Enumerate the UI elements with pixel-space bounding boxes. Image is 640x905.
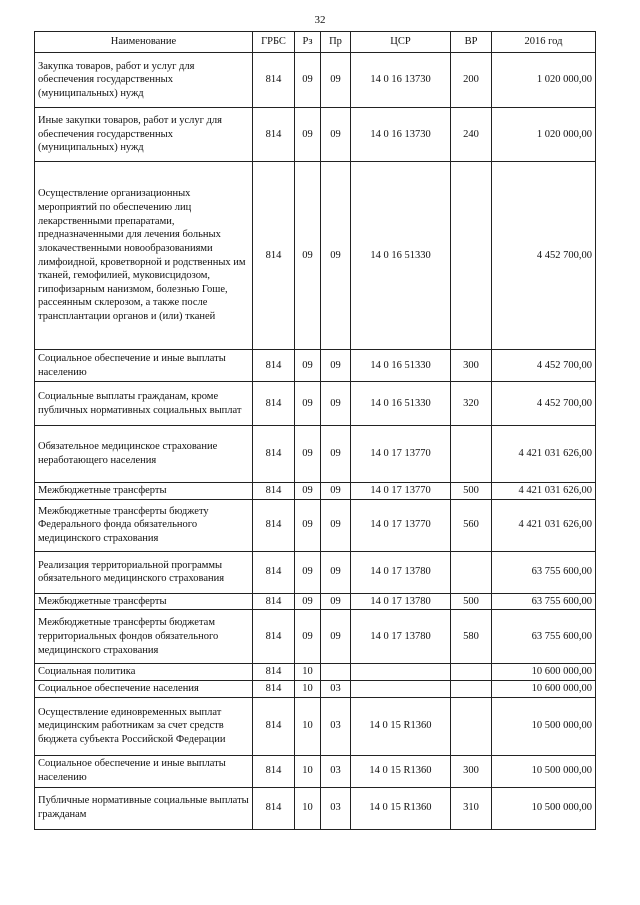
header-csr: ЦСР xyxy=(351,32,451,53)
cell-grbs: 814 xyxy=(253,350,295,382)
cell-amount: 63 755 600,00 xyxy=(492,551,596,593)
cell-csr xyxy=(351,680,451,697)
cell-amount: 10 600 000,00 xyxy=(492,680,596,697)
cell-pr: 03 xyxy=(321,697,351,755)
cell-grbs: 814 xyxy=(253,483,295,500)
cell-rz: 09 xyxy=(295,108,321,162)
table-row xyxy=(35,680,596,697)
cell-pr: 09 xyxy=(321,53,351,108)
cell-pr: 09 xyxy=(321,108,351,162)
header-rz: Рз xyxy=(295,32,321,53)
cell-name: Иные закупки товаров, работ и услуг для обеспечения государственных (муниципальных) нужд xyxy=(35,108,253,162)
cell-pr: 03 xyxy=(321,755,351,787)
cell-rz: 09 xyxy=(295,426,321,483)
cell-rz: 09 xyxy=(295,610,321,664)
cell-amount: 4 421 031 626,00 xyxy=(492,426,596,483)
cell-name: Осуществление организационных мероприятий по обеспечению лиц лекарственными препаратами, предназначенными для лечения больных злокачественными новообразованиями лимфоидной, кроветворной и родственных им тканей, гемофилией, муковисцидозом, гипофизарным нанизмом, болезнью Гоше, рассеянным склерозом, а также после трансплантации органов и (или) тканей xyxy=(35,162,253,350)
cell-grbs: 814 xyxy=(253,697,295,755)
table-row xyxy=(35,697,596,755)
cell-amount: 4 452 700,00 xyxy=(492,162,596,350)
cell-csr: 14 0 16 51330 xyxy=(351,382,451,426)
cell-vr: 560 xyxy=(451,499,492,551)
cell-name: Реализация территориальной программы обязательного медицинского страхования xyxy=(35,551,253,593)
table-row xyxy=(35,382,596,426)
cell-rz: 10 xyxy=(295,664,321,681)
table-row xyxy=(35,350,596,382)
table-header-row xyxy=(35,32,596,53)
cell-csr: 14 0 15 R1360 xyxy=(351,755,451,787)
cell-name: Межбюджетные трансферты бюджету Федерального фонда обязательного медицинского страхования xyxy=(35,499,253,551)
cell-csr: 14 0 17 13770 xyxy=(351,483,451,500)
cell-amount: 4 421 031 626,00 xyxy=(492,499,596,551)
table-row xyxy=(35,610,596,664)
cell-name: Осуществление единовременных выплат медицинским работникам за счет средств бюджета субъекта Российской Федерации xyxy=(35,697,253,755)
cell-grbs: 814 xyxy=(253,593,295,610)
cell-csr: 14 0 17 13770 xyxy=(351,426,451,483)
cell-pr: 09 xyxy=(321,350,351,382)
budget-table xyxy=(34,31,596,830)
cell-vr xyxy=(451,426,492,483)
cell-csr: 14 0 15 R1360 xyxy=(351,787,451,829)
cell-grbs: 814 xyxy=(253,426,295,483)
cell-amount: 10 500 000,00 xyxy=(492,697,596,755)
cell-amount: 1 020 000,00 xyxy=(492,53,596,108)
cell-amount: 63 755 600,00 xyxy=(492,593,596,610)
cell-amount: 4 421 031 626,00 xyxy=(492,483,596,500)
cell-csr xyxy=(351,664,451,681)
cell-amount: 10 600 000,00 xyxy=(492,664,596,681)
cell-name: Публичные нормативные социальные выплаты гражданам xyxy=(35,787,253,829)
cell-csr: 14 0 15 R1360 xyxy=(351,697,451,755)
header-year: 2016 год xyxy=(492,32,596,53)
cell-pr: 09 xyxy=(321,610,351,664)
cell-csr: 14 0 16 51330 xyxy=(351,350,451,382)
table-row xyxy=(35,787,596,829)
table-row xyxy=(35,664,596,681)
cell-csr: 14 0 17 13780 xyxy=(351,551,451,593)
cell-grbs: 814 xyxy=(253,551,295,593)
cell-rz: 10 xyxy=(295,697,321,755)
cell-name: Межбюджетные трансферты бюджетам территориальных фондов обязательного медицинского страхования xyxy=(35,610,253,664)
table-row xyxy=(35,108,596,162)
table-row xyxy=(35,162,596,350)
cell-name: Социальные выплаты гражданам, кроме публичных нормативных социальных выплат xyxy=(35,382,253,426)
cell-rz: 10 xyxy=(295,680,321,697)
cell-rz: 09 xyxy=(295,382,321,426)
cell-amount: 63 755 600,00 xyxy=(492,610,596,664)
cell-grbs: 814 xyxy=(253,787,295,829)
cell-pr: 09 xyxy=(321,483,351,500)
cell-rz: 10 xyxy=(295,755,321,787)
cell-amount: 4 452 700,00 xyxy=(492,382,596,426)
cell-csr: 14 0 16 13730 xyxy=(351,108,451,162)
cell-csr: 14 0 17 13770 xyxy=(351,499,451,551)
cell-name: Закупка товаров, работ и услуг для обеспечения государственных (муниципальных) нужд xyxy=(35,53,253,108)
cell-rz: 09 xyxy=(295,551,321,593)
cell-vr: 500 xyxy=(451,483,492,500)
cell-csr: 14 0 17 13780 xyxy=(351,593,451,610)
header-name: Наименование xyxy=(35,32,253,53)
cell-vr: 300 xyxy=(451,350,492,382)
cell-grbs: 814 xyxy=(253,382,295,426)
cell-grbs: 814 xyxy=(253,610,295,664)
cell-pr: 09 xyxy=(321,593,351,610)
cell-pr: 09 xyxy=(321,382,351,426)
cell-rz: 09 xyxy=(295,162,321,350)
cell-pr: 03 xyxy=(321,680,351,697)
cell-vr xyxy=(451,664,492,681)
cell-grbs: 814 xyxy=(253,755,295,787)
cell-vr: 240 xyxy=(451,108,492,162)
cell-grbs: 814 xyxy=(253,664,295,681)
cell-rz: 10 xyxy=(295,787,321,829)
cell-vr xyxy=(451,551,492,593)
cell-rz: 09 xyxy=(295,53,321,108)
cell-grbs: 814 xyxy=(253,108,295,162)
cell-vr xyxy=(451,162,492,350)
cell-amount: 1 020 000,00 xyxy=(492,108,596,162)
cell-name: Обязательное медицинское страхование неработающего населения xyxy=(35,426,253,483)
cell-name: Межбюджетные трансферты xyxy=(35,483,253,500)
table-row xyxy=(35,755,596,787)
table-row xyxy=(35,499,596,551)
cell-amount: 10 500 000,00 xyxy=(492,755,596,787)
cell-vr: 310 xyxy=(451,787,492,829)
table-row xyxy=(35,53,596,108)
cell-grbs: 814 xyxy=(253,162,295,350)
cell-vr: 320 xyxy=(451,382,492,426)
table-row xyxy=(35,483,596,500)
cell-grbs: 814 xyxy=(253,53,295,108)
header-vr: ВР xyxy=(451,32,492,53)
cell-vr: 200 xyxy=(451,53,492,108)
header-pr: Пр xyxy=(321,32,351,53)
cell-rz: 09 xyxy=(295,483,321,500)
cell-amount: 10 500 000,00 xyxy=(492,787,596,829)
table-row xyxy=(35,593,596,610)
cell-rz: 09 xyxy=(295,499,321,551)
table-row xyxy=(35,426,596,483)
cell-name: Межбюджетные трансферты xyxy=(35,593,253,610)
cell-csr: 14 0 16 51330 xyxy=(351,162,451,350)
cell-csr: 14 0 16 13730 xyxy=(351,53,451,108)
cell-grbs: 814 xyxy=(253,499,295,551)
cell-vr: 580 xyxy=(451,610,492,664)
cell-pr: 09 xyxy=(321,551,351,593)
cell-csr: 14 0 17 13780 xyxy=(351,610,451,664)
cell-vr: 300 xyxy=(451,755,492,787)
cell-pr: 09 xyxy=(321,426,351,483)
cell-vr xyxy=(451,680,492,697)
cell-name: Социальное обеспечение и иные выплаты населению xyxy=(35,350,253,382)
cell-name: Социальное обеспечение населения xyxy=(35,680,253,697)
cell-name: Социальная политика xyxy=(35,664,253,681)
cell-pr xyxy=(321,664,351,681)
cell-grbs: 814 xyxy=(253,680,295,697)
cell-vr: 500 xyxy=(451,593,492,610)
cell-name: Социальное обеспечение и иные выплаты населению xyxy=(35,755,253,787)
cell-amount: 4 452 700,00 xyxy=(492,350,596,382)
cell-vr xyxy=(451,697,492,755)
cell-pr: 03 xyxy=(321,787,351,829)
table-row xyxy=(35,551,596,593)
cell-pr: 09 xyxy=(321,162,351,350)
header-grbs: ГРБС xyxy=(253,32,295,53)
cell-rz: 09 xyxy=(295,593,321,610)
cell-pr: 09 xyxy=(321,499,351,551)
page-number: 32 xyxy=(314,14,326,26)
cell-rz: 09 xyxy=(295,350,321,382)
